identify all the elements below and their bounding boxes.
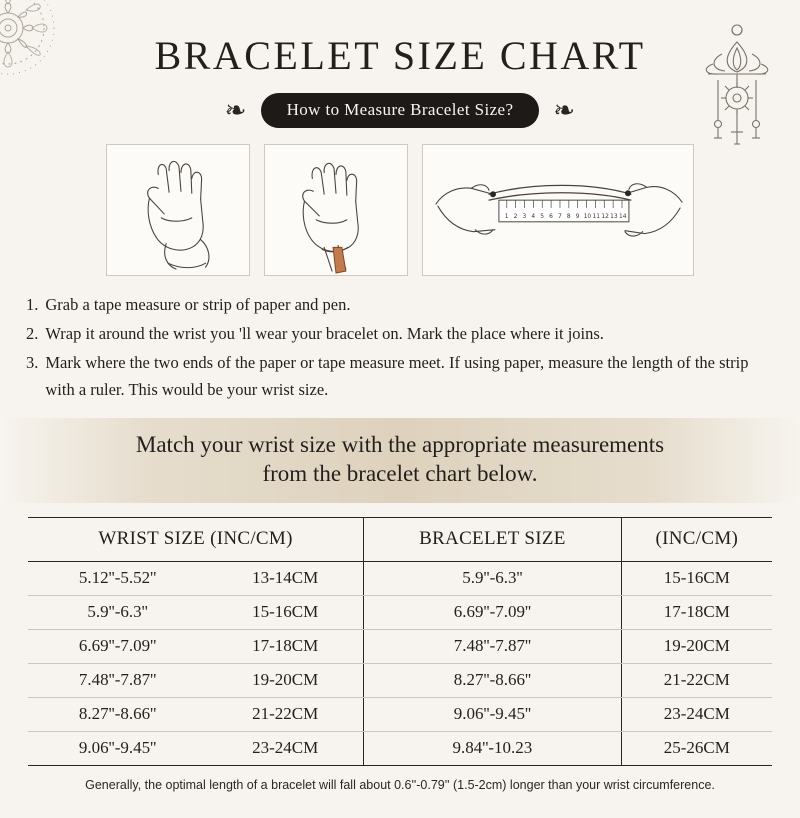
svg-text:1: 1 [504, 213, 509, 220]
step-number: 2. [26, 323, 39, 343]
cell-bracelet-cm: 17-18CM [621, 596, 772, 630]
cell-bracelet-cm: 21-22CM [621, 664, 772, 698]
cell-wrist-inches: 7.48''-7.87'' [28, 664, 207, 698]
hand-with-pen-illustration [264, 144, 408, 276]
page-title: BRACELET SIZE CHART [154, 33, 646, 78]
illustration-row [0, 144, 800, 276]
svg-text:14: 14 [619, 213, 627, 220]
cell-bracelet-inches: 9.84''-10.23 [364, 732, 622, 766]
match-size-banner [0, 418, 800, 504]
banner-line-2: from the bracelet chart below. [262, 461, 538, 487]
bracelet-size-chart-page [0, 18, 800, 818]
cell-wrist-cm: 21-22CM [207, 698, 364, 732]
list-item [26, 292, 774, 319]
cell-bracelet-cm: 15-16CM [621, 562, 772, 596]
svg-text:9: 9 [575, 213, 580, 220]
cell-bracelet-inches: 7.48''-7.87'' [364, 630, 622, 664]
list-item [26, 350, 774, 404]
table-row [28, 630, 772, 664]
svg-text:2: 2 [513, 213, 518, 220]
svg-text:8: 8 [566, 213, 571, 220]
cell-wrist-inches: 5.12''-5.52'' [28, 562, 207, 596]
svg-text:4: 4 [531, 213, 536, 220]
cell-wrist-inches: 9.06''-9.45'' [78, 738, 157, 758]
hands-measuring-strip-with-ruler-illustration [422, 144, 694, 276]
flourish-right-icon: ❧ [553, 95, 576, 126]
step-text: Mark where the two ends of the paper or tape measure meet. If using paper, measure the length of the strip with a ruler. This would be your wrist size. [45, 352, 749, 399]
table-row [28, 664, 772, 698]
banner-line-1: Match your wrist size with the appropriate measurements [135, 431, 665, 457]
svg-text:7: 7 [558, 213, 562, 220]
table-header-bracelet-units: (INC/CM) [621, 518, 772, 562]
cell-wrist-inches: 5.9''-6.3'' [28, 596, 207, 630]
hand-with-tape-measure-illustration [106, 144, 250, 276]
cell-bracelet-cm: 23-24CM [621, 698, 772, 732]
cell-bracelet-inches: 8.27''-8.66'' [364, 664, 622, 698]
table-header-wrist-size: WRIST SIZE (INC/CM) [28, 518, 364, 562]
table-header-row [28, 518, 772, 562]
svg-text:13: 13 [610, 213, 618, 220]
cell-bracelet-cm: 25-26CM [621, 732, 772, 766]
cell-bracelet-inches: 5.9''-6.3'' [364, 562, 622, 596]
svg-text:6: 6 [549, 213, 553, 220]
cell-wrist-cm: 13-14CM [207, 562, 364, 596]
flourish-left-icon: ❧ [224, 95, 247, 126]
size-table [28, 517, 772, 766]
svg-text:12: 12 [601, 213, 609, 220]
subtitle-row [0, 93, 800, 128]
step-text: Wrap it around the wrist you 'll wear your bracelet on. Mark the place where it joins. [45, 323, 604, 343]
cell-wrist-cm: 23-24CM [252, 738, 319, 758]
svg-text:5: 5 [540, 213, 545, 220]
step-text: Grab a tape measure or strip of paper and pen. [45, 295, 351, 314]
step-number: 1. [26, 295, 39, 314]
cell-wrist-cm: 15-16CM [207, 596, 364, 630]
svg-text:11: 11 [592, 213, 600, 220]
table-row [28, 732, 772, 766]
table-header-bracelet-size: BRACELET SIZE [364, 518, 622, 562]
cell-bracelet-inches: 9.06''-9.45'' [364, 698, 622, 732]
cell-bracelet-inches: 6.69''-7.09'' [364, 596, 622, 630]
step-number: 3. [26, 352, 39, 372]
list-item [26, 321, 774, 348]
cell-wrist-cm: 19-20CM [207, 664, 364, 698]
cell-wrist-cm: 17-18CM [207, 630, 364, 664]
svg-text:10: 10 [583, 213, 592, 220]
table-row [28, 562, 772, 596]
subtitle-pill: How to Measure Bracelet Size? [261, 93, 540, 128]
cell-bracelet-cm: 19-20CM [621, 630, 772, 664]
table-row [28, 698, 772, 732]
svg-text:3: 3 [522, 213, 527, 220]
table-row [28, 596, 772, 630]
cell-wrist-inches: 6.69''-7.09'' [28, 630, 207, 664]
instruction-list [26, 292, 774, 404]
footnote-text: Generally, the optimal length of a bracelet will fall about 0.6''-0.79'' (1.5-2cm) longer than your wrist circumference. [85, 778, 715, 793]
cell-wrist-inches: 8.27''-8.66'' [28, 698, 207, 732]
